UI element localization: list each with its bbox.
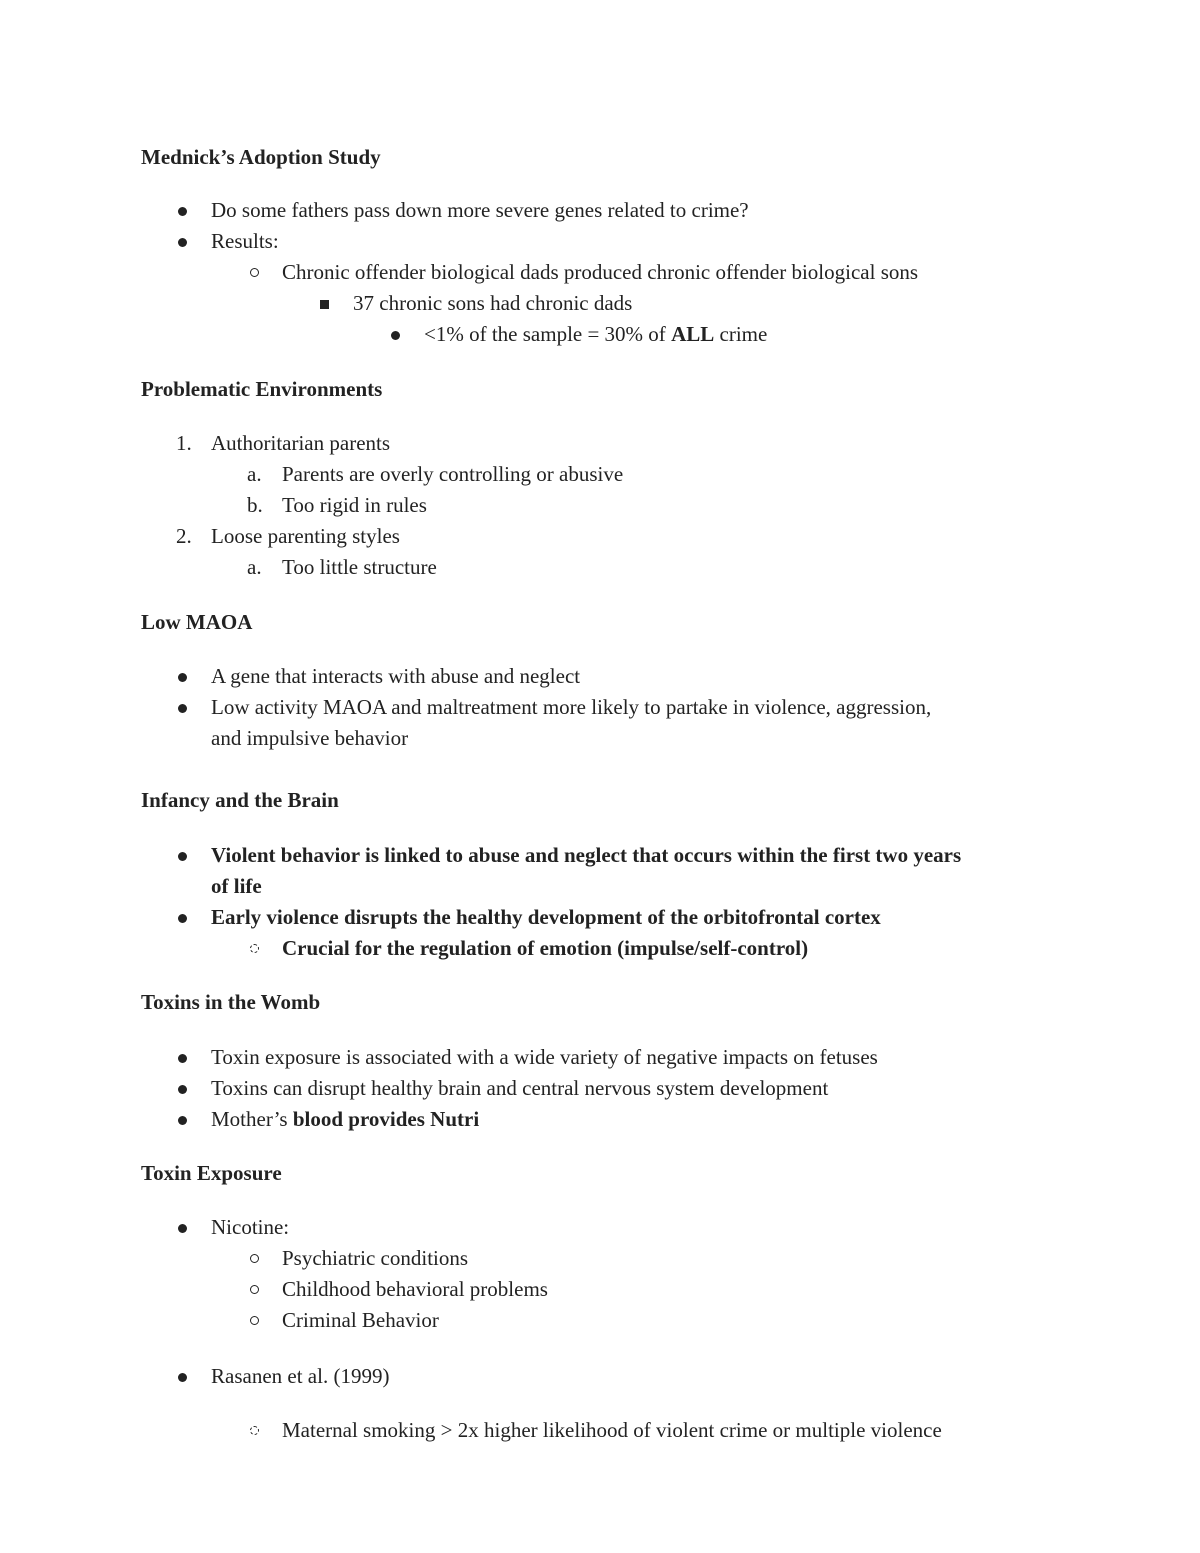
heading-exposure: Toxin Exposure [141, 1161, 282, 1185]
hollow-bullet-icon [250, 1316, 259, 1325]
list-item-continuation: of life [211, 874, 262, 898]
text-run: Mother’s [211, 1107, 293, 1131]
list-item: Rasanen et al. (1999) [211, 1364, 390, 1388]
bullet-icon [178, 1116, 187, 1125]
list-item: Psychiatric conditions [282, 1246, 469, 1270]
list-item: Childhood behavioral problems [282, 1277, 548, 1301]
bullet-icon [178, 1224, 187, 1233]
hollow-bullet-icon [250, 1426, 259, 1435]
list-letter: a. [247, 462, 262, 486]
list-letter: a. [247, 555, 262, 579]
list-item: Too little structure [282, 555, 437, 579]
list-item: Chronic offender biological dads produced chronic offender biological sons [282, 260, 919, 284]
list-item-continuation: and impulsive behavior [211, 726, 409, 750]
hollow-bullet-icon [250, 268, 259, 277]
list-number: 1. [176, 431, 192, 455]
list-item: Results: [211, 229, 279, 253]
list-item: Loose parenting styles [211, 524, 400, 548]
list-item: Do some fathers pass down more severe genes related to crime? [211, 198, 749, 222]
text-run: <1% of the sample = 30% of [424, 322, 672, 346]
bullet-icon [178, 673, 187, 682]
list-item: Crucial for the regulation of emotion (impulse/self-control) [282, 936, 809, 960]
heading-problematic: Problematic Environments [141, 377, 383, 401]
hollow-bullet-icon [250, 1285, 259, 1294]
list-item: Criminal Behavior [282, 1308, 439, 1332]
bullet-icon [178, 1373, 187, 1382]
hollow-bullet-icon [250, 944, 259, 953]
list-item: Too rigid in rules [282, 493, 427, 517]
heading-maoa: Low MAOA [141, 610, 253, 634]
list-item: Maternal smoking > 2x higher likelihood of violent crime or multiple violence [282, 1418, 942, 1442]
text-run: crime [714, 322, 768, 346]
bullet-icon [178, 704, 187, 713]
list-item: Toxin exposure is associated with a wide variety of negative impacts on fetuses [211, 1045, 878, 1069]
hollow-bullet-icon [250, 1254, 259, 1263]
bullet-icon [178, 1085, 187, 1094]
list-item [424, 321, 767, 347]
heading-mednick: Mednick’s Adoption Study [141, 145, 381, 169]
list-item: Parents are overly controlling or abusive [282, 462, 624, 486]
list-item: Toxins can disrupt healthy brain and central nervous system development [211, 1076, 829, 1100]
heading-womb: Toxins in the Womb [141, 990, 321, 1014]
list-item: Low activity MAOA and maltreatment more likely to partake in violence, aggression, [211, 695, 932, 719]
list-item: Nicotine: [211, 1215, 290, 1239]
list-number: 2. [176, 524, 192, 548]
bullet-icon [178, 852, 187, 861]
square-bullet-icon [320, 300, 329, 309]
list-item [211, 1106, 479, 1132]
bullet-icon [391, 331, 400, 340]
list-item: 37 chronic sons had chronic dads [353, 291, 633, 315]
bullet-icon [178, 207, 187, 216]
list-item: Authoritarian parents [211, 431, 391, 455]
list-item: Violent behavior is linked to abuse and neglect that occurs within the first two years [211, 843, 962, 867]
list-item: Early violence disrupts the healthy development of the orbitofrontal cortex [211, 905, 881, 929]
list-item: A gene that interacts with abuse and neglect [211, 664, 581, 688]
list-letter: b. [247, 493, 263, 517]
bold-text: ALL [671, 322, 715, 346]
bullet-icon [178, 1054, 187, 1063]
heading-infancy: Infancy and the Brain [141, 788, 339, 812]
bullet-icon [178, 238, 187, 247]
bullet-icon [178, 914, 187, 923]
bold-text: blood provides Nutri [292, 1107, 480, 1131]
